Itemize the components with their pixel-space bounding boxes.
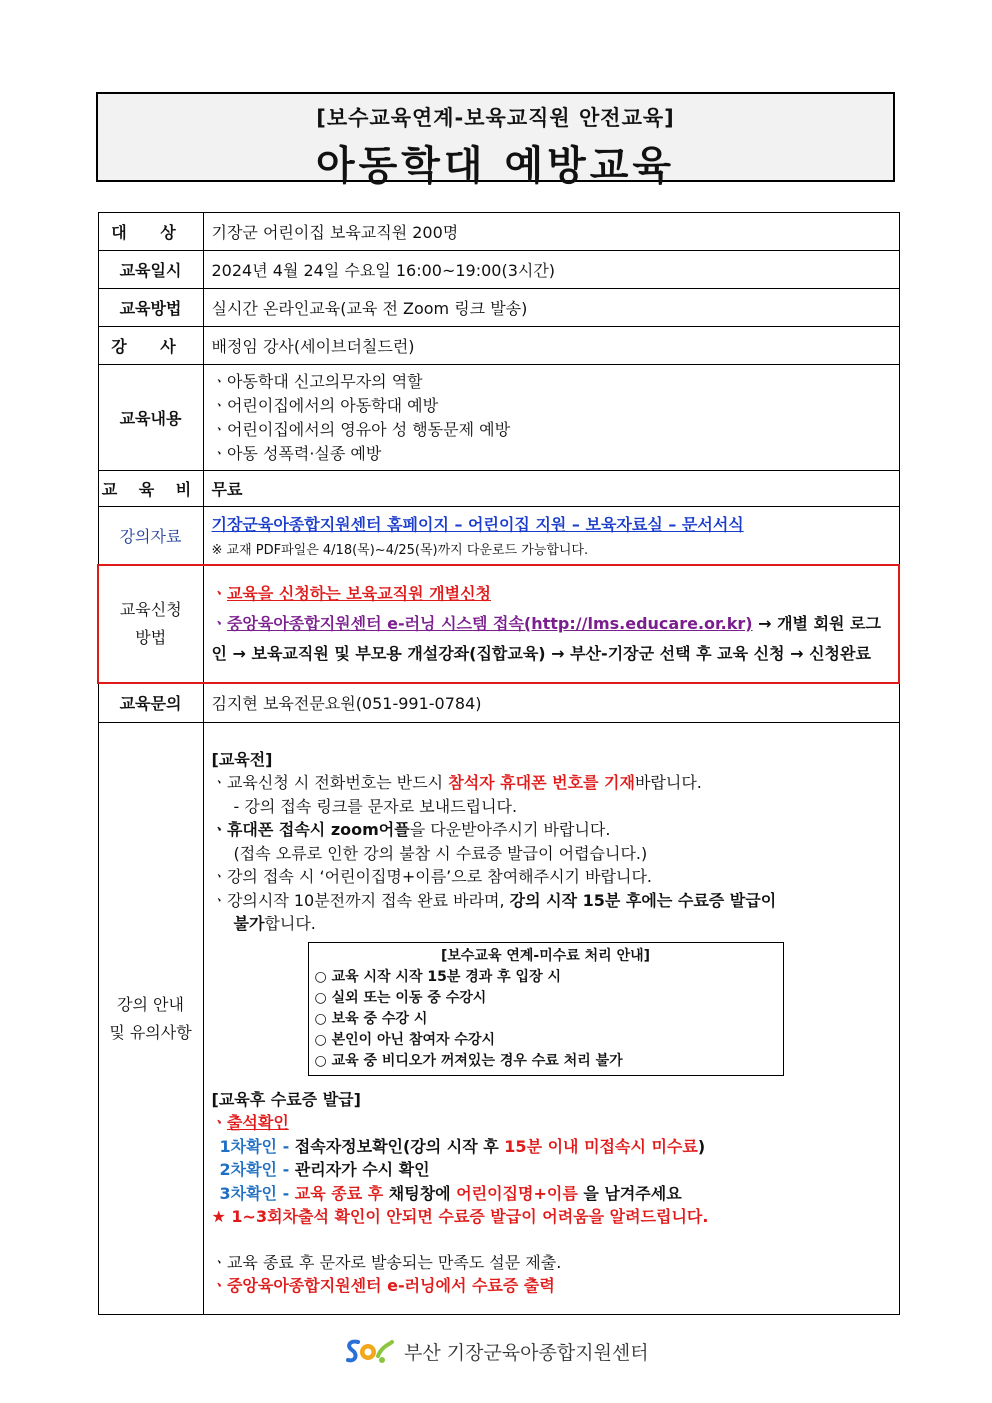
value-fee: 무료 [203, 471, 899, 507]
apply-steps: → 개별 회원 로그인 → 보육교직원 및 부모용 개설강좌(집합교육) → 부산-기장군 선택 후 교육 신청 → 신청완료 [211, 613, 881, 663]
check-3-mid: 채팅창에 [383, 1183, 457, 1203]
guide-b1 [212, 771, 891, 795]
value-apply [203, 565, 899, 683]
before-title: [교육전] [211, 749, 273, 769]
b1-text: ㆍ교육신청 시 전화번호는 반드시 [211, 773, 449, 792]
b4-text: ㆍ강의시작 10분전까지 접속 완료 바라며, [211, 890, 510, 910]
box-item: ○ 교육 시작 시작 15분 경과 후 입장 시 [314, 968, 562, 985]
noncompletion-box [308, 942, 784, 1076]
b4-post: 합니다. [264, 914, 316, 933]
value-inquiry: 김지현 보육전문요원(051-991-0784) [203, 683, 899, 723]
check-1-label: 1차확인 - [219, 1136, 295, 1156]
check-2 [212, 1158, 891, 1182]
box-title: [보수교육 연계-미수료 처리 안내] [440, 947, 651, 964]
value-target: 기장군 어린이집 보육교직원 200명 [203, 213, 899, 251]
check-1-red: 15분 이내 미접속시 미수료 [504, 1136, 698, 1156]
label-content: 교육내용 [98, 365, 203, 471]
label-target: 대 상 [98, 213, 203, 251]
apply-line1 [212, 579, 891, 609]
row-guide [98, 723, 899, 1315]
footer-org: 부산 기장군육아종합지원센터 [404, 1341, 649, 1364]
box-item: ○ 실외 또는 이동 중 수강시 [314, 989, 487, 1006]
guide-b4 [212, 889, 891, 913]
value-method: 실시간 온라인교육(교육 전 Zoom 링크 발송) [203, 289, 899, 327]
apply-label-line1: 교육신청 [119, 599, 182, 619]
content-item: ㆍ어린이집에서의 아동학대 예방 [211, 395, 439, 415]
check-3-end: 을 남겨주세요 [577, 1183, 682, 1203]
apply-elearning-link[interactable]: 중앙육아종합지원센터 e-러닝 시스템 접속(http://lms.educare.or.kr) [226, 613, 753, 633]
info-table [97, 212, 900, 1315]
check-3-red2: 어린이집명+이름 [456, 1183, 578, 1203]
attend-label: 출석확인 [226, 1113, 289, 1132]
label-date: 교육일시 [98, 251, 203, 289]
check-1-end: ) [697, 1136, 706, 1156]
b1-post: 바랍니다. [634, 773, 702, 792]
page-subtitle: [보수교육연계-보육교직원 안전교육] [316, 106, 675, 130]
guide-b1-sub: - 강의 접속 링크를 문자로 보내드립니다. [233, 796, 518, 816]
b1-red: 참석자 휴대폰 번호를 기재 [448, 773, 635, 792]
value-material [203, 507, 899, 565]
row-material [98, 507, 899, 565]
apply-label-line2: 방법 [135, 627, 167, 647]
center-logo-icon [344, 1336, 396, 1366]
value-lecturer: 배정임 강사(세이브더칠드런) [203, 327, 899, 365]
row-lecturer [98, 327, 899, 365]
box-item: ○ 본인이 아닌 참여자 수강시 [314, 1031, 495, 1048]
check-2-label: 2차확인 - [219, 1160, 295, 1179]
label-material: 강의자료 [98, 507, 203, 565]
check-1-text: 접속자정보확인(강의 시작 후 [294, 1136, 505, 1156]
check-3 [212, 1182, 891, 1206]
value-content [203, 365, 899, 471]
value-guide [203, 723, 899, 1315]
row-inquiry [98, 683, 899, 723]
label-guide [98, 723, 203, 1315]
attend-bullet: ㆍ [211, 1113, 227, 1132]
label-fee: 교 육 비 [98, 471, 203, 507]
b4-bold: 강의 시작 15분 후에는 수료증 발급이 [509, 890, 777, 910]
guide-b4-cont [212, 912, 891, 936]
content-item: ㆍ어린이집에서의 영유아 성 행동문제 예방 [211, 419, 511, 439]
label-inquiry: 교육문의 [98, 683, 203, 723]
certificate-notice: ㆍ중앙육아종합지원센터 e-러닝에서 수료증 출력 [211, 1276, 555, 1295]
row-fee [98, 471, 899, 507]
b2-bold: ㆍ휴대폰 접속시 zoom어플 [211, 820, 410, 839]
footer [344, 1334, 664, 1368]
page-title: 아동학대 예방교육 [315, 143, 676, 189]
attend-check [212, 1111, 891, 1135]
check-2-text: 관리자가 수시 확인 [294, 1160, 430, 1179]
material-link[interactable]: 기장군육아종합지원센터 홈페이지 – 어린이집 지원 – 보육자료실 – 문서서식 [211, 515, 744, 535]
survey-notice: ㆍ교육 종료 후 문자로 발송되는 만족도 설문 제출. [211, 1252, 562, 1272]
content-item: ㆍ아동학대 신고의무자의 역할 [211, 371, 423, 391]
value-date: 2024년 4월 24일 수요일 16:00~19:00(3시간) [203, 251, 899, 289]
b4-bold2: 불가 [233, 914, 265, 933]
row-target [98, 213, 899, 251]
box-item: ○ 교육 중 비디오가 꺼져있는 경우 수료 처리 불가 [314, 1052, 623, 1069]
label-lecturer: 강 사 [98, 327, 203, 365]
material-note: ※ 교재 PDF파일은 4/18(목)~4/25(목)까지 다운로드 가능합니다. [211, 543, 589, 559]
label-apply [98, 565, 203, 683]
guide-b3: ㆍ강의 접속 시 ‘어린이집명+이름’으로 참여해주시기 바랍니다. [211, 867, 652, 886]
row-method [98, 289, 899, 327]
after-title: [교육후 수료증 발급] [211, 1089, 361, 1109]
title-box [96, 92, 895, 189]
guide-b2-sub: (접속 오류로 인한 강의 불참 시 수료증 발급이 어렵습니다.) [233, 843, 648, 863]
label-method: 교육방법 [98, 289, 203, 327]
check-1 [212, 1135, 891, 1159]
row-date [98, 251, 899, 289]
star-notice: ★ 1~3회차출석 확인이 안되면 수료증 발급이 어려움을 알려드립니다. [211, 1207, 709, 1226]
row-apply [98, 565, 899, 683]
b2-post: 을 다운받아주시기 바랍니다. [409, 820, 611, 839]
guide-label-line2: 및 유의사항 [109, 1022, 192, 1042]
check-3-red1: 교육 종료 후 [294, 1183, 384, 1203]
check-3-label: 3차확인 - [219, 1183, 295, 1203]
apply-bullet: ㆍ [211, 613, 227, 633]
guide-b2 [212, 818, 891, 842]
apply-line2 [212, 609, 891, 669]
box-item: ○ 보육 중 수강 시 [314, 1010, 428, 1027]
apply-bullet: ㆍ [211, 583, 227, 603]
row-content [98, 365, 899, 471]
apply-individual: 교육을 신청하는 보육교직원 개별신청 [226, 583, 491, 603]
content-item: ㆍ아동 성폭력·실종 예방 [211, 443, 382, 463]
guide-label-line1: 강의 안내 [117, 994, 184, 1014]
